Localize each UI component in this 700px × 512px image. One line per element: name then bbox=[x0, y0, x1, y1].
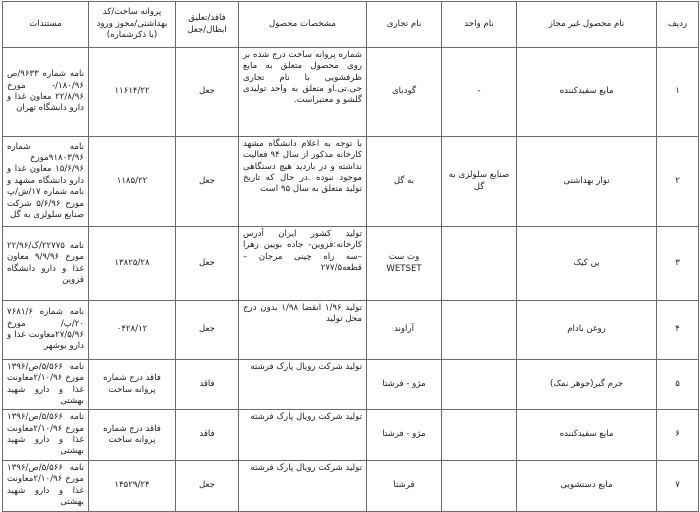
table-row bbox=[3, 360, 699, 410]
cell-row-number: ۱ bbox=[657, 48, 699, 137]
cell-unit-name bbox=[442, 410, 517, 460]
cell-status: جعل bbox=[176, 48, 239, 137]
cell-documents: نامه شماره ۹۱۸۰۳/۹۶مورخ ۱۵/۶/۹۶ معاون غذا و دارو دانشگاه مشهد و نامه شماره ۱۷/ش/پ مورخ ۵/۶/۹۶ شرکت صنایع سلولزی به گل bbox=[3, 137, 89, 227]
cell-row-number: ۳ bbox=[657, 227, 699, 301]
cell-status: جعل bbox=[176, 460, 239, 511]
cell-documents: نامه ۵/۵۶۶/ص/۱۳۹۶ مورخ ۲/۱۰/۹۶معاونت غذا و دارو شهید بهشتی bbox=[3, 460, 89, 511]
cell-product-name: مایع سفیدکننده bbox=[517, 48, 657, 137]
cell-brand-name: فرشتا bbox=[367, 460, 442, 511]
table-row bbox=[3, 227, 699, 301]
header-license: پروانه ساخت/کد بهداشتی/مجوز ورود (با ذکرشماره) bbox=[89, 2, 176, 48]
cell-status: جعل bbox=[176, 137, 239, 227]
cell-product-name: مایع سفیدکننده bbox=[517, 410, 657, 460]
cell-brand-name: مژو - فرشتا bbox=[367, 410, 442, 460]
cell-license: ۱۴۵۲۹/۲۴ bbox=[89, 460, 176, 511]
cell-product-spec: تولید کشور ایران آدرس کارخانه:قزوین- جاده بویین زهرا –سه راه چینی مرجان – قطعه۲۷۷/۵ bbox=[239, 227, 367, 301]
table-row bbox=[3, 410, 699, 460]
cell-product-name: پن کیک bbox=[517, 227, 657, 301]
cell-brand-name: گودبای bbox=[367, 48, 442, 137]
cell-status: جعل bbox=[176, 227, 239, 301]
cell-product-name: روغن بادام bbox=[517, 301, 657, 360]
cell-unit-name bbox=[442, 360, 517, 410]
header-product-spec: مشخصات محصول bbox=[239, 2, 367, 48]
cell-documents: نامه ۵/۵۶۶/ص/۱۳۹۶ مورخ ۲/۱۰/۹۶معاونت غذا و دارو شهید بهشتی bbox=[3, 410, 89, 460]
cell-brand-name: مژو - فرشتا bbox=[367, 360, 442, 410]
cell-license: فاقد درج شماره پروانه ساخت bbox=[89, 410, 176, 460]
cell-row-number: ۵ bbox=[657, 360, 699, 410]
cell-license: ۱۱۶۱۴/۲۲ bbox=[89, 48, 176, 137]
cell-product-name: نوار بهداشتی bbox=[517, 137, 657, 227]
cell-documents: نامه ۲۲۷۷۵/ک/۲۲/۹۶ مورخ ۹/۹/۹۶ معاون غذا و دارو دانشگاه قزوین bbox=[3, 227, 89, 301]
cell-unit-name bbox=[442, 227, 517, 301]
header-product-name: نام محصول غیر مجاز bbox=[517, 2, 657, 48]
cell-product-name: مایع دستشویی bbox=[517, 460, 657, 511]
cell-product-spec: تولید شرکت رویال پارک فرشته bbox=[239, 410, 367, 460]
cell-license: ۱۳۸۲۵/۲۸ bbox=[89, 227, 176, 301]
cell-unit-name: - bbox=[442, 48, 517, 137]
cell-product-spec: تولید ۱/۹۶ انقضا ۱/۹۸ بدون درج محل تولید bbox=[239, 301, 367, 360]
header-status: فاقد/تعلیق ابطال/جعل bbox=[176, 2, 239, 48]
cell-product-spec: با توجه به اعلام دانشگاه مشهد کارخانه مذکور از سال ۹۴ فعالیت نداشته و در بازدید هیچ دستگاهی موجود نبوده .در حال که تاریخ تولید متعلق به سال ۹۵ است bbox=[239, 137, 367, 227]
cell-row-number: ۶ bbox=[657, 410, 699, 460]
cell-unit-name: صنایع سلولزی به گل bbox=[442, 137, 517, 227]
cell-status: فاقد bbox=[176, 410, 239, 460]
cell-documents: نامه ۵/۵۶۶/ص/۱۳۹۶ مورخ ۲/۱۰/۹۶معاونت غذا و دارو شهید بهشتی bbox=[3, 360, 89, 410]
table-row bbox=[3, 137, 699, 227]
cell-license: فاقد درج شماره پروانه ساخت bbox=[89, 360, 176, 410]
header-row-number: ردیف bbox=[657, 2, 699, 48]
table-row bbox=[3, 460, 699, 511]
header-brand-name: نام تجاری bbox=[367, 2, 442, 48]
header-documents: مستندات bbox=[3, 2, 89, 48]
cell-unit-name bbox=[442, 460, 517, 511]
table-header-row bbox=[3, 2, 699, 48]
cell-product-spec: شماره پروانه ساخت درج شده بر روی محصول متعلق به مایع ظرفشویی با نام تجاری جی.تی.او متعلق به واحد تولیدی گلشو و معتبراست. bbox=[239, 48, 367, 137]
cell-documents: نامه شماره ۷۶۸۱/۶ ۲۰/پ/ مورخ ۲۷/۵/۹۶معاونت غذا و دارو بوشهر bbox=[3, 301, 89, 360]
cell-row-number: ۷ bbox=[657, 460, 699, 511]
cell-license: ۰۴۲۸/۱۲ bbox=[89, 301, 176, 360]
header-unit-name: نام واحد bbox=[442, 2, 517, 48]
cell-brand-name: به گل bbox=[367, 137, 442, 227]
cell-unit-name bbox=[442, 301, 517, 360]
illegal-products-table bbox=[2, 1, 699, 512]
cell-row-number: ۴ bbox=[657, 301, 699, 360]
cell-product-name: جرم گیر(جوهر نمک) bbox=[517, 360, 657, 410]
cell-status: فاقد bbox=[176, 360, 239, 410]
table-row bbox=[3, 301, 699, 360]
cell-product-spec: تولید شرکت رویال پارک فرشته bbox=[239, 460, 367, 511]
cell-brand-name: آراوند bbox=[367, 301, 442, 360]
cell-documents: نامه شماره ۹۶۳۳/ص ۱۸۰/۹۶/- مورخ ۲۲/۸/۹۶ معاون غذا و دارو دانشگاه تهران bbox=[3, 48, 89, 137]
table-row bbox=[3, 48, 699, 137]
cell-status: جعل bbox=[176, 301, 239, 360]
cell-row-number: ۲ bbox=[657, 137, 699, 227]
cell-product-spec: تولید شرکت رویال پارک فرشته bbox=[239, 360, 367, 410]
cell-license: ۱۱۸۵/۲۲ bbox=[89, 137, 176, 227]
cell-brand-name: وت ست WETSET bbox=[367, 227, 442, 301]
